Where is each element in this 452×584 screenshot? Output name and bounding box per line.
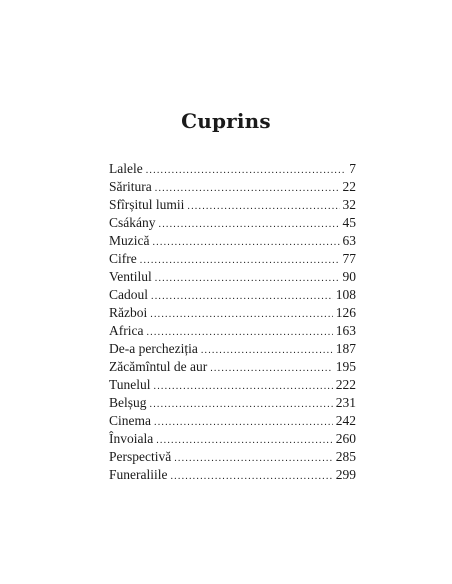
toc-entry-page-number: 77	[342, 251, 356, 266]
dot-leader	[151, 288, 333, 306]
dot-leader	[155, 270, 340, 288]
toc-entry-title: Sfîrșitul lumii	[109, 197, 185, 212]
toc-entry	[109, 178, 356, 196]
toc-entry-title: Ventilul	[109, 269, 152, 284]
toc-entry	[109, 196, 356, 214]
toc-entry-title: Război	[109, 305, 148, 320]
toc-entry-title: Belșug	[109, 395, 147, 410]
toc-entry-title: Învoiala	[109, 431, 154, 446]
toc-entry-title: Zăcămîntul de aur	[109, 359, 208, 374]
toc-entry-page-number: 7	[349, 161, 356, 176]
toc-entry-page-number: 195	[335, 359, 356, 374]
dot-leader	[146, 162, 347, 180]
dot-leader	[174, 450, 333, 468]
table-of-contents	[109, 160, 356, 484]
dot-leader	[159, 216, 340, 234]
dot-leader	[152, 234, 339, 252]
page-title: Cuprins	[181, 109, 271, 133]
toc-entry-page-number: 90	[342, 269, 356, 284]
toc-entry	[109, 304, 356, 322]
toc-entry-page-number: 32	[342, 197, 356, 212]
toc-entry-page-number: 126	[335, 305, 356, 320]
toc-entry	[109, 448, 356, 466]
toc-entry	[109, 466, 356, 484]
toc-entry-page-number: 163	[335, 323, 356, 338]
toc-entry-title: Perspectivă	[109, 449, 172, 464]
dot-leader	[154, 378, 333, 396]
toc-entry-title: Cinema	[109, 413, 151, 428]
toc-entry-page-number: 22	[342, 179, 356, 194]
toc-entry	[109, 232, 356, 250]
toc-entry	[109, 160, 356, 178]
toc-entry-title: Cadoul	[109, 287, 148, 302]
toc-entry-title: De-a percheziția	[109, 341, 198, 356]
toc-entry	[109, 322, 356, 340]
toc-entry-title: Săritura	[109, 179, 152, 194]
toc-entry-title: Funeraliile	[109, 467, 168, 482]
toc-entry	[109, 376, 356, 394]
toc-entry-page-number: 231	[335, 395, 356, 410]
toc-entry-page-number: 63	[342, 233, 356, 248]
dot-leader	[201, 342, 333, 360]
toc-entry	[109, 286, 356, 304]
toc-entry	[109, 214, 356, 232]
toc-entry-page-number: 299	[335, 467, 356, 482]
toc-entry	[109, 412, 356, 430]
toc-entry	[109, 394, 356, 412]
dot-leader	[154, 414, 333, 432]
toc-entry-title: Csákány	[109, 215, 156, 230]
toc-entry-title: Tunelul	[109, 377, 151, 392]
toc-entry	[109, 358, 356, 376]
dot-leader	[140, 252, 340, 270]
toc-entry-title: Lalele	[109, 161, 143, 176]
toc-entry	[109, 268, 356, 286]
toc-entry	[109, 250, 356, 268]
toc-entry-title: Muzică	[109, 233, 150, 248]
toc-entry-page-number: 285	[335, 449, 356, 464]
toc-entry-title: Africa	[109, 323, 144, 338]
toc-entry-title: Cifre	[109, 251, 137, 266]
toc-entry	[109, 340, 356, 358]
toc-entry-page-number: 260	[335, 431, 356, 446]
dot-leader	[156, 432, 333, 450]
toc-entry-page-number: 45	[342, 215, 356, 230]
toc-entry-page-number: 187	[335, 341, 356, 356]
toc-entry-page-number: 222	[335, 377, 356, 392]
toc-entry	[109, 430, 356, 448]
dot-leader	[210, 360, 333, 378]
dot-leader	[187, 198, 339, 216]
toc-entry-page-number: 242	[335, 413, 356, 428]
dot-leader	[150, 306, 333, 324]
dot-leader	[170, 468, 332, 486]
dot-leader	[150, 396, 333, 414]
toc-entry-page-number: 108	[335, 287, 356, 302]
